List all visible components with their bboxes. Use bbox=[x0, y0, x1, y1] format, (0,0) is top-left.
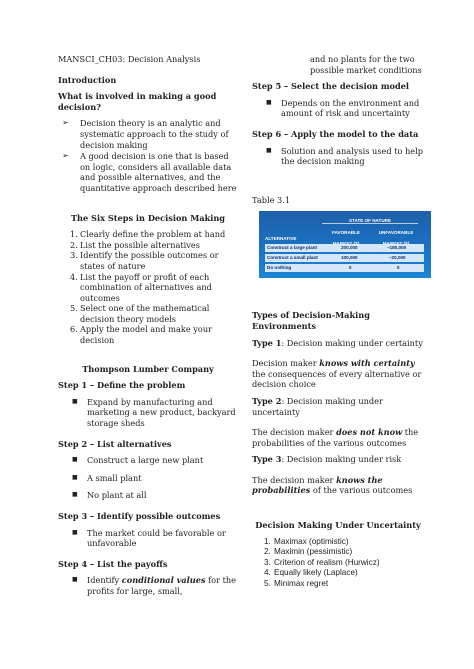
arrow-bullet-icon: ➢ bbox=[62, 151, 69, 161]
type-3-description: The decision maker knows the probabilities of the various outcomes bbox=[252, 474, 413, 496]
company-heading: Thompson Lumber Company bbox=[82, 363, 214, 374]
step-4-list bbox=[58, 575, 238, 596]
type-1-line: Type 1: Decision making under certainty bbox=[252, 337, 423, 348]
table-caption: Table 3.1 bbox=[252, 194, 291, 205]
step-5-heading: Step 5 – Select the decision model bbox=[252, 81, 410, 92]
step-6-heading: Step 6 – Apply the model to the data bbox=[252, 128, 419, 139]
table-row: Do nothing 0 0 bbox=[265, 264, 424, 272]
step-2-heading: Step 2 – List alternatives bbox=[58, 438, 172, 449]
list-item: 3. Identify the possible outcomes or states of nature bbox=[70, 250, 219, 271]
square-bullet-icon: ■ bbox=[72, 397, 78, 405]
arrow-bullet-icon: ➢ bbox=[62, 118, 69, 128]
type-2-line: Type 2: Decision making under uncertainty bbox=[252, 395, 383, 417]
right-column bbox=[252, 54, 424, 590]
payoff-table-image bbox=[259, 211, 431, 278]
table-row: Construct a small plant 100,000 –20,000 bbox=[265, 254, 424, 262]
list-item: ■ The market could be favorable or unfavorable bbox=[72, 527, 226, 549]
step-3-list bbox=[58, 528, 238, 549]
step-4-heading: Step 4 – List the payoffs bbox=[58, 558, 168, 569]
step-6-list bbox=[252, 146, 424, 167]
list-item: 2. Maximin (pessimistic) bbox=[264, 547, 353, 557]
types-heading: Types of Decision-Making Environments bbox=[252, 310, 370, 331]
document-title: MANSCI_CH03: Decision Analysis bbox=[58, 54, 201, 64]
intro-question: What is involved in making a good decision? bbox=[58, 91, 217, 112]
six-steps-heading: The Six Steps in Decision Making bbox=[70, 212, 226, 223]
favorable-column-header: FAVORABLE bbox=[332, 230, 360, 236]
list-item: 6. Apply the model and make your decision bbox=[70, 324, 213, 346]
step-1-list bbox=[58, 397, 238, 429]
square-bullet-icon: ■ bbox=[72, 473, 78, 481]
list-item: 4. Equally likely (Laplace) bbox=[264, 568, 358, 578]
six-steps-list bbox=[58, 229, 238, 346]
type-1-description: Decision maker knows with certainty the consequences of every alternative or decision choice bbox=[252, 358, 422, 390]
step-1-heading: Step 1 – Define the problem bbox=[58, 380, 186, 391]
continued-text: and no plants for the two possible market conditions bbox=[310, 54, 422, 75]
left-column bbox=[58, 54, 238, 597]
type-2-description: The decision maker does not know the probabilities of the various outcomes bbox=[252, 427, 419, 448]
list-item: ■ No plant at all bbox=[72, 490, 147, 501]
uncertainty-list bbox=[252, 537, 424, 590]
square-bullet-icon: ■ bbox=[266, 146, 272, 154]
list-item: ■ Identify conditional values for the profits for large, small, bbox=[72, 575, 237, 596]
section-heading-introduction: Introduction bbox=[58, 74, 117, 85]
step-5-list bbox=[252, 98, 424, 119]
step-3-heading: Step 3 – Identify possible outcomes bbox=[58, 511, 221, 521]
list-item: ➢ A good decision is one that is based on logic, considers all available data and possible alternatives, and the quantitative approach described here bbox=[62, 151, 237, 193]
type-3-line: Type 3: Decision making under risk bbox=[252, 454, 402, 465]
list-item: 1. Clearly define the problem at hand bbox=[70, 229, 226, 240]
list-item: ■ Expand by manufacturing and marketing a new product, backyard storage sheds bbox=[72, 396, 236, 429]
square-bullet-icon: ■ bbox=[72, 528, 78, 536]
list-item: 2. List the possible alternatives bbox=[70, 239, 200, 250]
uncertainty-heading: Decision Making Under Uncertainty bbox=[255, 520, 421, 531]
list-item: 5. Select one of the mathematical decision theory models bbox=[70, 303, 210, 324]
list-item: 1. Maximax (optimistic) bbox=[264, 536, 349, 546]
square-bullet-icon: ■ bbox=[72, 576, 78, 584]
state-of-nature-header: STATE OF NATURE bbox=[322, 216, 418, 224]
list-item: 5. Minimax regret bbox=[264, 579, 329, 589]
step-2-list bbox=[58, 455, 238, 501]
alternative-column-header: ALTERNATIVE bbox=[265, 236, 297, 242]
square-bullet-icon: ■ bbox=[72, 491, 78, 499]
intro-bullet-list bbox=[58, 118, 238, 193]
square-bullet-icon: ■ bbox=[72, 456, 78, 464]
list-item: ■ A small plant bbox=[72, 472, 142, 483]
square-bullet-icon: ■ bbox=[266, 98, 272, 106]
list-item: 3. Criterion of realism (Hurwicz) bbox=[264, 557, 380, 567]
list-item: ➢ Decision theory is an analytic and systematic approach to the study of decision making bbox=[62, 118, 229, 150]
table-row: Construct a large plant 200,000 –180,000 bbox=[265, 244, 424, 252]
unfavorable-column-header: UNFAVORABLE bbox=[378, 230, 414, 236]
list-item: ■ Construct a large new plant bbox=[72, 455, 204, 466]
list-item: 4. List the payoff or profit of each combination of alternatives and outcomes bbox=[70, 271, 212, 303]
list-item: ■ Solution and analysis used to help the decision making bbox=[266, 145, 424, 167]
list-item: ■ Depends on the environment and amount of risk and uncertainty bbox=[266, 97, 420, 119]
